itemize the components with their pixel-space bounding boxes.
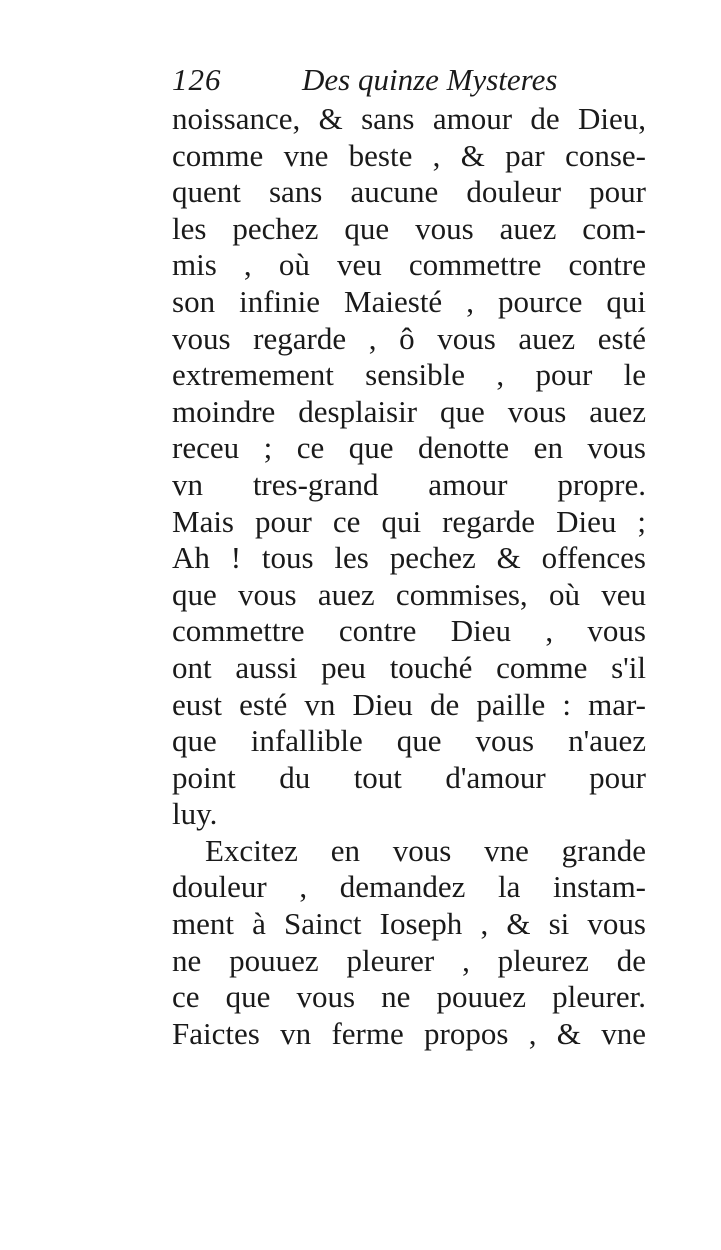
text-line: receu ; ce que denotte en vous: [172, 430, 646, 466]
text-line: ce que vous ne pouuez pleurer.: [172, 979, 646, 1015]
text-line: douleur , demandez la instam-: [172, 869, 646, 905]
scan-watermark-smudge: [578, 1212, 698, 1226]
text-line: eust esté vn Dieu de paille : mar-: [172, 686, 646, 722]
text-line: ment à Sainct Ioseph , & si vous: [172, 906, 646, 942]
page-number: 126: [172, 62, 222, 97]
text-line: extremement sensible , pour le: [172, 357, 646, 393]
text-line: mis , où veu commettre contre: [172, 247, 646, 283]
text-line: vous regarde , ô vous auez esté: [172, 320, 646, 356]
text-line: vn tres-grand amour propre.: [172, 466, 646, 502]
text-line: moindre desplaisir que vous auez: [172, 393, 646, 429]
text-line: que vous auez commises, où veu: [172, 576, 646, 612]
text-line: noissance, & sans amour de Dieu,: [172, 101, 646, 136]
text-line: que infallible que vous n'auez: [172, 723, 646, 759]
text-line: luy.: [172, 796, 218, 832]
text-line: Ah ! tous les pechez & offences: [172, 540, 646, 576]
running-head: [172, 62, 652, 102]
text-line: quent sans aucune douleur pour: [172, 174, 646, 210]
running-title: Des quinze Mysteres: [302, 62, 558, 97]
text-line: commettre contre Dieu , vous: [172, 613, 646, 649]
text-line: comme vne beste , & par conse-: [172, 137, 646, 173]
text-line: les pechez que vous auez com-: [172, 210, 646, 246]
paragraph-1: [172, 101, 646, 833]
body-text: [172, 101, 646, 1052]
paragraph-2: [172, 833, 646, 1053]
text-line: ont aussi peu touché comme s'il: [172, 649, 646, 685]
text-line: Excitez en vous vne grande: [205, 832, 646, 868]
text-line: Mais pour ce qui regarde Dieu ;: [172, 503, 646, 539]
text-line: Faictes vn ferme propos , & vne: [172, 1015, 646, 1051]
text-line: ne pouuez pleurer , pleurez de: [172, 942, 646, 978]
text-line: point du tout d'amour pour: [172, 759, 646, 795]
text-line: son infinie Maiesté , pource qui: [172, 283, 646, 319]
